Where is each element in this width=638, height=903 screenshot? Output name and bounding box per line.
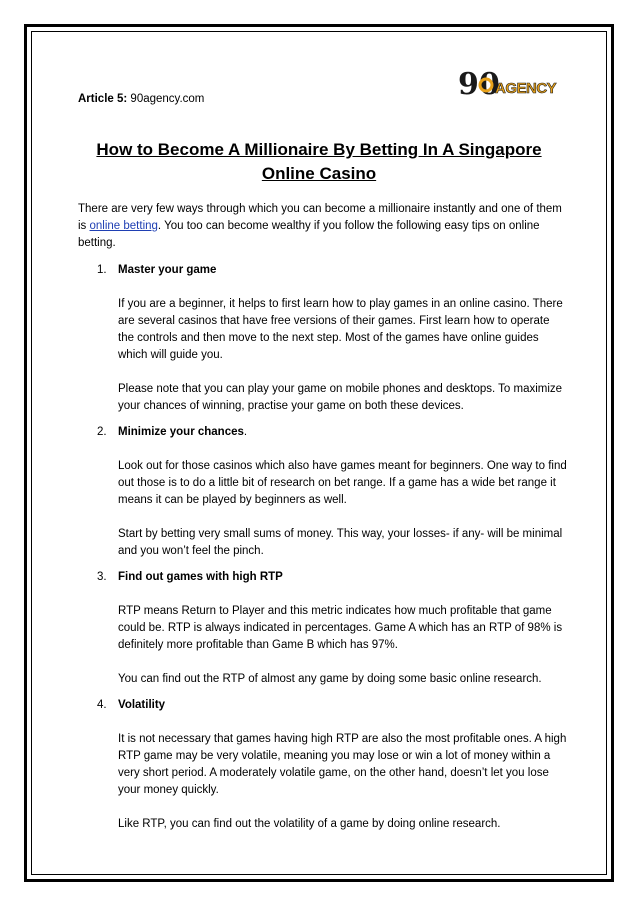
item-heading: Minimize your chances. — [118, 426, 248, 438]
item-paragraph: Look out for those casinos which also have games meant for beginners. One way to find out those is to do a little bit of research on bet range. If a game has a wide bet range it means it can be played by beginners as well. — [118, 460, 567, 506]
intro-text-after: . You too can become wealthy if you follow the following easy tips on online betting. — [78, 220, 540, 249]
list-item — [78, 262, 568, 415]
item-number: 3. — [97, 571, 107, 583]
item-heading: Volatility — [118, 699, 166, 711]
logo-number: 90 — [458, 67, 500, 102]
list-item — [78, 569, 568, 688]
item-number: 4. — [97, 699, 107, 711]
item-paragraph: You can find out the RTP of almost any game by doing some basic online research. — [118, 673, 542, 685]
item-number: 1. — [97, 264, 107, 276]
item-number: 2. — [97, 426, 107, 438]
intro-text-before: There are very few ways through which you can become a millionaire instantly and one of them is — [78, 203, 562, 232]
page-title: How to Become A Millionaire By Betting In A Singapore Online Casino — [96, 140, 542, 183]
article-label — [78, 93, 204, 105]
article-label-prefix: Article 5: — [78, 93, 128, 105]
logo-text: AGENCY — [495, 80, 557, 97]
item-paragraph: Start by betting very small sums of money. This way, your losses- if any- will be minimal and you won’t feel the pinch. — [118, 528, 563, 557]
item-paragraph: If you are a beginner, it helps to first learn how to play games in an online casino. There are several casinos that have free versions of their games. First learn how to operate the controls and then move to the next step. Most of the games have online guides which will guide you. — [118, 298, 563, 361]
tips-list — [78, 262, 568, 833]
item-paragraph: Like RTP, you can find out the volatility of a game by doing online research. — [118, 818, 501, 830]
item-heading: Master your game — [118, 264, 217, 276]
online-betting-link[interactable]: online betting — [89, 220, 158, 232]
item-paragraph: It is not necessary that games having high RTP are also the most profitable ones. A high RTP game may be very volatile, meaning you may lose or win a lot of money within a very short period. A moderately volatile game, on the other hand, doesn’t let you lose your money quickly. — [118, 733, 567, 796]
item-heading: Find out games with high RTP — [118, 571, 283, 583]
list-item — [78, 424, 568, 560]
list-item — [78, 697, 568, 833]
intro-paragraph — [78, 201, 563, 252]
article-source: 90agency.com — [130, 93, 205, 105]
item-paragraph: Please note that you can play your game on mobile phones and desktops. To maximize your chances of winning, practise your game on both these devices. — [118, 383, 563, 412]
agency-logo — [458, 66, 562, 102]
item-paragraph: RTP means Return to Player and this metric indicates how much profitable that game could be. RTP is always indicated in percentages. Game A which has an RTP of 98% is definitely more profitable than Game B which has 97%. — [118, 605, 563, 651]
